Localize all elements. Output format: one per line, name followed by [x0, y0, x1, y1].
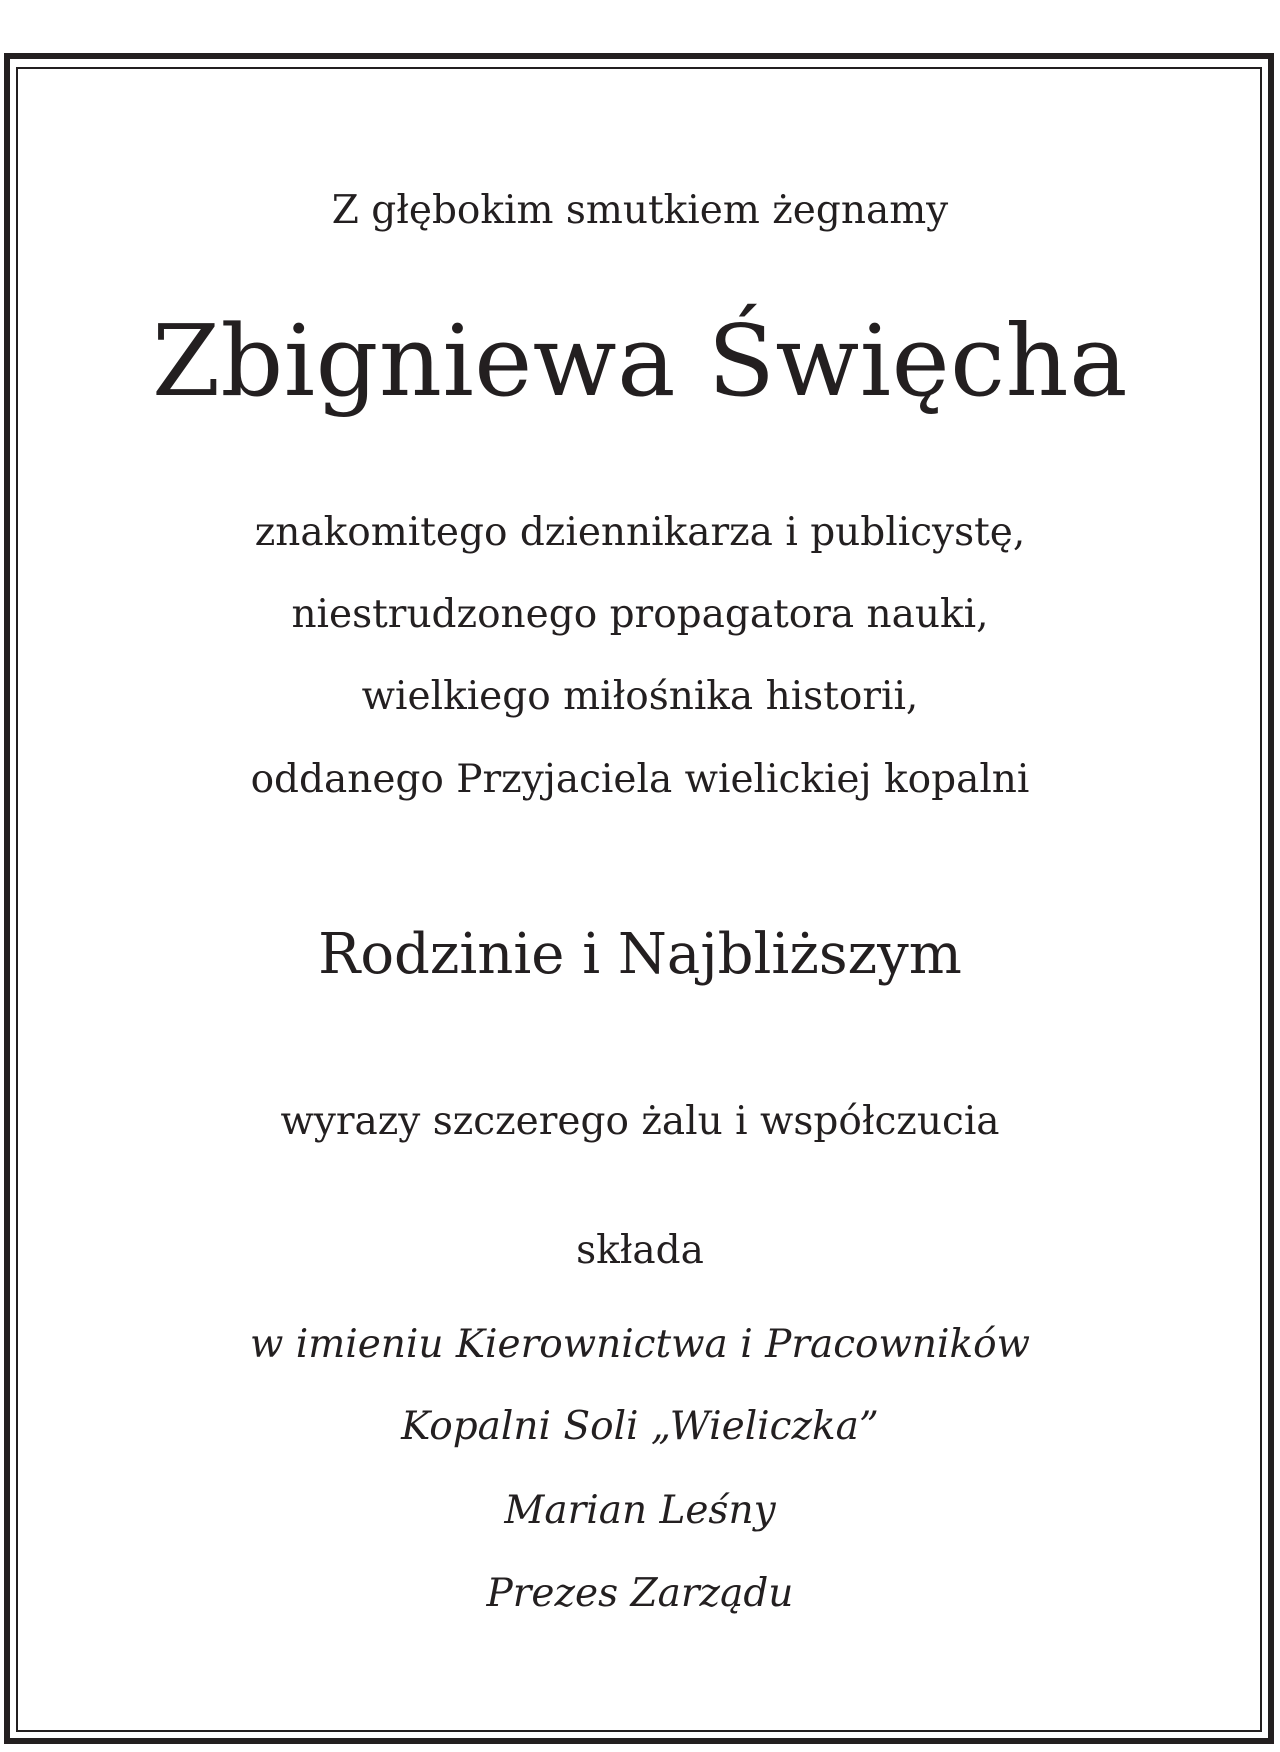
deceased-name: Zbigniewa Święcha [151, 305, 1129, 419]
description-line: wielkiego miłośnika historii, [361, 674, 919, 719]
description-line: znakomitego dziennikarza i publicystę, [254, 510, 1026, 555]
intro-text: Z głębokim smutkiem żegnamy [331, 188, 949, 233]
signature-line: w imieniu Kierownictwa i Pracowników [249, 1322, 1031, 1367]
description-line: niestrudzonego propagatora nauki, [291, 592, 989, 637]
description-line: oddanego Przyjaciela wielickiej kopalni [250, 757, 1030, 802]
signatory-name: Marian Leśny [504, 1488, 776, 1533]
addressee-heading: Rodzinie i Najbliższym [318, 922, 962, 987]
condolences-text: wyrazy szczerego żalu i współczucia [280, 1099, 1000, 1144]
signatory-title: Prezes Zarządu [486, 1571, 794, 1616]
signature-line: Kopalni Soli „Wieliczka” [401, 1404, 879, 1449]
verb-text: składa [576, 1228, 704, 1273]
